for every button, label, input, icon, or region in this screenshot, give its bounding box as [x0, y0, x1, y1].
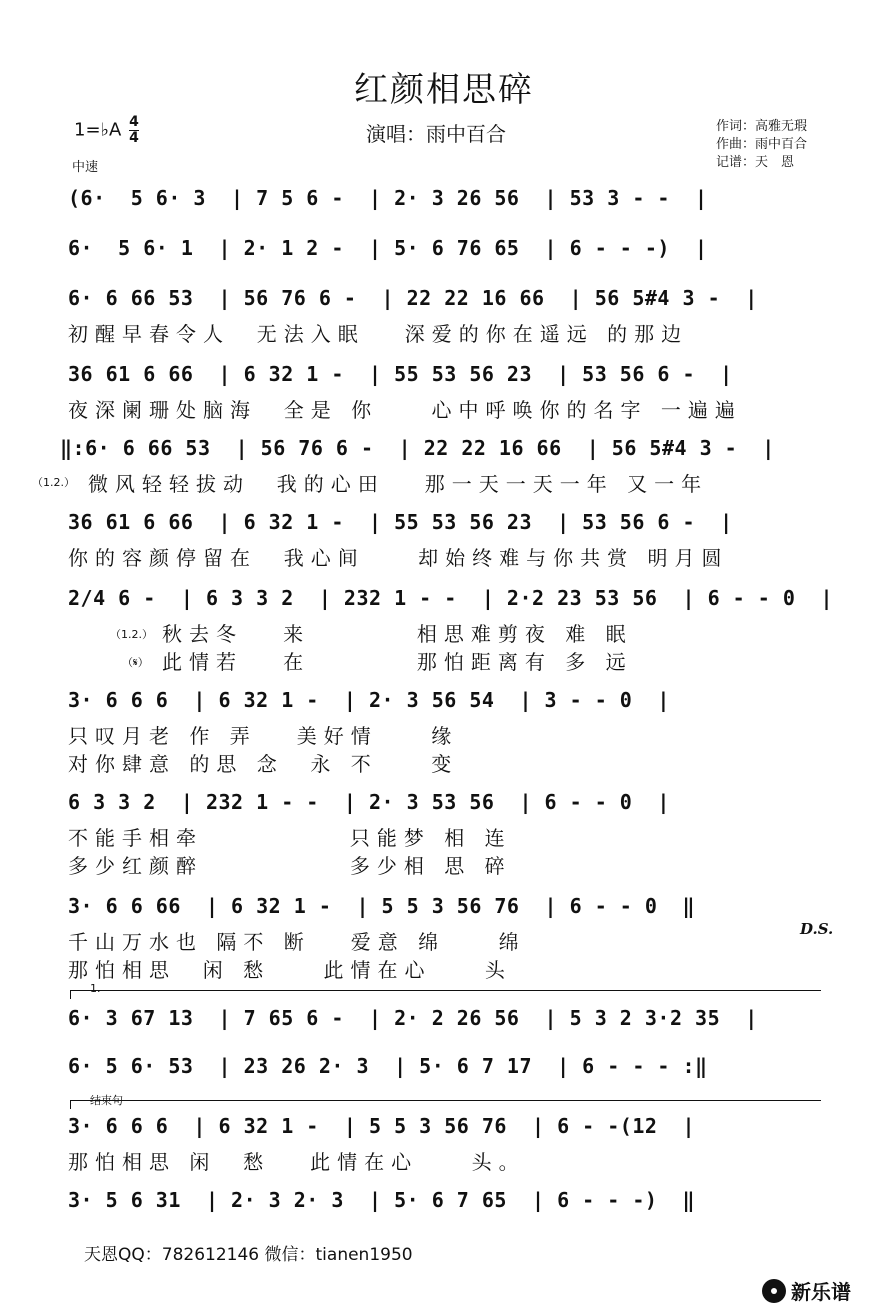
- notation-line: 3· 6 6 6 | 6 32 1 - | 2· 3 56 54 | 3 - - 0 |: [68, 688, 670, 712]
- repeat-marker: （1.2.）: [110, 628, 153, 641]
- notation-line: 6 3 3 2 | 232 1 - - | 2· 3 53 56 | 6 - - 0 |: [68, 790, 670, 814]
- lyric-line: 只叹月老 作 弄 美好情 缘: [68, 724, 459, 748]
- lyricist-credit: 作词：高雅无瑕: [716, 119, 808, 134]
- notation-line: (6· 5 6· 3 | 7 5 6 - | 2· 3 26 56 | 53 3 - - |: [68, 186, 708, 210]
- lyric-line-2: 多少红颜醉 多少相 思 碎: [68, 854, 512, 878]
- lyric-line-2: 那怕相思 闲 愁 此情在心 头: [68, 958, 512, 982]
- key-signature: [74, 115, 139, 146]
- notation-line: 6· 3 67 13 | 7 65 6 - | 2· 2 26 56 | 5 3 2 3·2 35 |: [68, 1006, 758, 1030]
- transcriber-credit: 记谱：天 恩: [716, 155, 795, 170]
- lyric-line-2: 对你肆意 的思 念 永 不 变: [68, 752, 459, 776]
- lyric-line: 夜深阑珊处脑海 全是 你 心中呼唤你的名字 一遍遍: [68, 398, 742, 422]
- brand-name: 新乐谱: [791, 1280, 851, 1304]
- lyric-line: 你的容颜停留在 我心间 却始终难与你共赏 明月圆: [68, 546, 729, 570]
- notation-line: 6· 5 6· 53 | 23 26 2· 3 | 5· 6 7 17 | 6 - - - :‖: [68, 1054, 708, 1078]
- notation-line: 6· 5 6· 1 | 2· 1 2 - | 5· 6 76 65 | 6 - - -) |: [68, 236, 708, 260]
- time-signature: [129, 115, 139, 146]
- record-disc-icon: [762, 1279, 786, 1303]
- singer-credit: 演唱：雨中百合: [366, 122, 506, 146]
- meter-bottom: 4: [129, 130, 139, 146]
- dal-segno-label: D.S.: [800, 920, 834, 938]
- coda-bracket: [70, 1100, 821, 1109]
- brand-logo: [762, 1276, 851, 1305]
- notation-line: 6· 6 66 53 | 56 76 6 - | 22 22 16 66 | 56 5#4 3 - |: [68, 286, 758, 310]
- lyric-line: 千山万水也 隔不 断 爱意 绵 绵: [68, 930, 526, 954]
- lyric-line: 微风轻轻拔动 我的心田 那一天一天一年 又一年: [88, 472, 709, 496]
- composer-credit: 作曲：雨中百合: [716, 137, 808, 152]
- notation-line: 36 61 6 66 | 6 32 1 - | 55 53 56 23 | 53 56 6 - |: [68, 510, 733, 534]
- lyric-line: 初醒早春令人 无法入眠 深爱的你在遥远 的那边: [68, 322, 689, 346]
- first-ending-bracket: [70, 990, 821, 999]
- meter-top: 4: [129, 114, 139, 130]
- credits-block: [716, 118, 807, 172]
- lyric-line: 秋去冬 来 相思难剪夜 难 眠: [162, 622, 633, 646]
- lyric-line: 不能手相牵 只能梦 相 连: [68, 826, 512, 850]
- notation-line: 36 61 6 66 | 6 32 1 - | 55 53 56 23 | 53 56 6 - |: [68, 362, 733, 386]
- tempo-marking: 中速: [72, 160, 99, 175]
- notation-line: 3· 5 6 31 | 2· 3 2· 3 | 5· 6 7 65 | 6 - - -) ‖: [68, 1188, 696, 1212]
- notation-line: 3· 6 6 6 | 6 32 1 - | 5 5 3 56 76 | 6 - -(12 |: [68, 1114, 696, 1138]
- coda-label: 结束句: [90, 1094, 123, 1107]
- contact-info: 天恩QQ：782612146 微信：tianen1950: [84, 1245, 413, 1265]
- notation-line: 2/4 6 - | 6 3 3 2 | 232 1 - - | 2·2 23 53 56 | 6 - - 0 |: [68, 586, 834, 610]
- first-ending-label: 1.: [90, 982, 101, 995]
- song-title: 红颜相思碎: [354, 70, 534, 110]
- lyric-line: 那怕相思 闲 愁 此情在心 头。: [68, 1150, 526, 1174]
- segno-marker: （𝄋）: [122, 656, 149, 669]
- key-label: 1=♭A: [74, 119, 122, 141]
- lyric-line-2: 此情若 在 那怕距离有 多 远: [162, 650, 633, 674]
- notation-line: 3· 6 6 66 | 6 32 1 - | 5 5 3 56 76 | 6 - - 0 ‖: [68, 894, 696, 918]
- notation-line: ‖:6· 6 66 53 | 56 76 6 - | 22 22 16 66 | 56 5#4 3 - |: [60, 436, 775, 460]
- repeat-marker: （1.2.）: [32, 476, 75, 489]
